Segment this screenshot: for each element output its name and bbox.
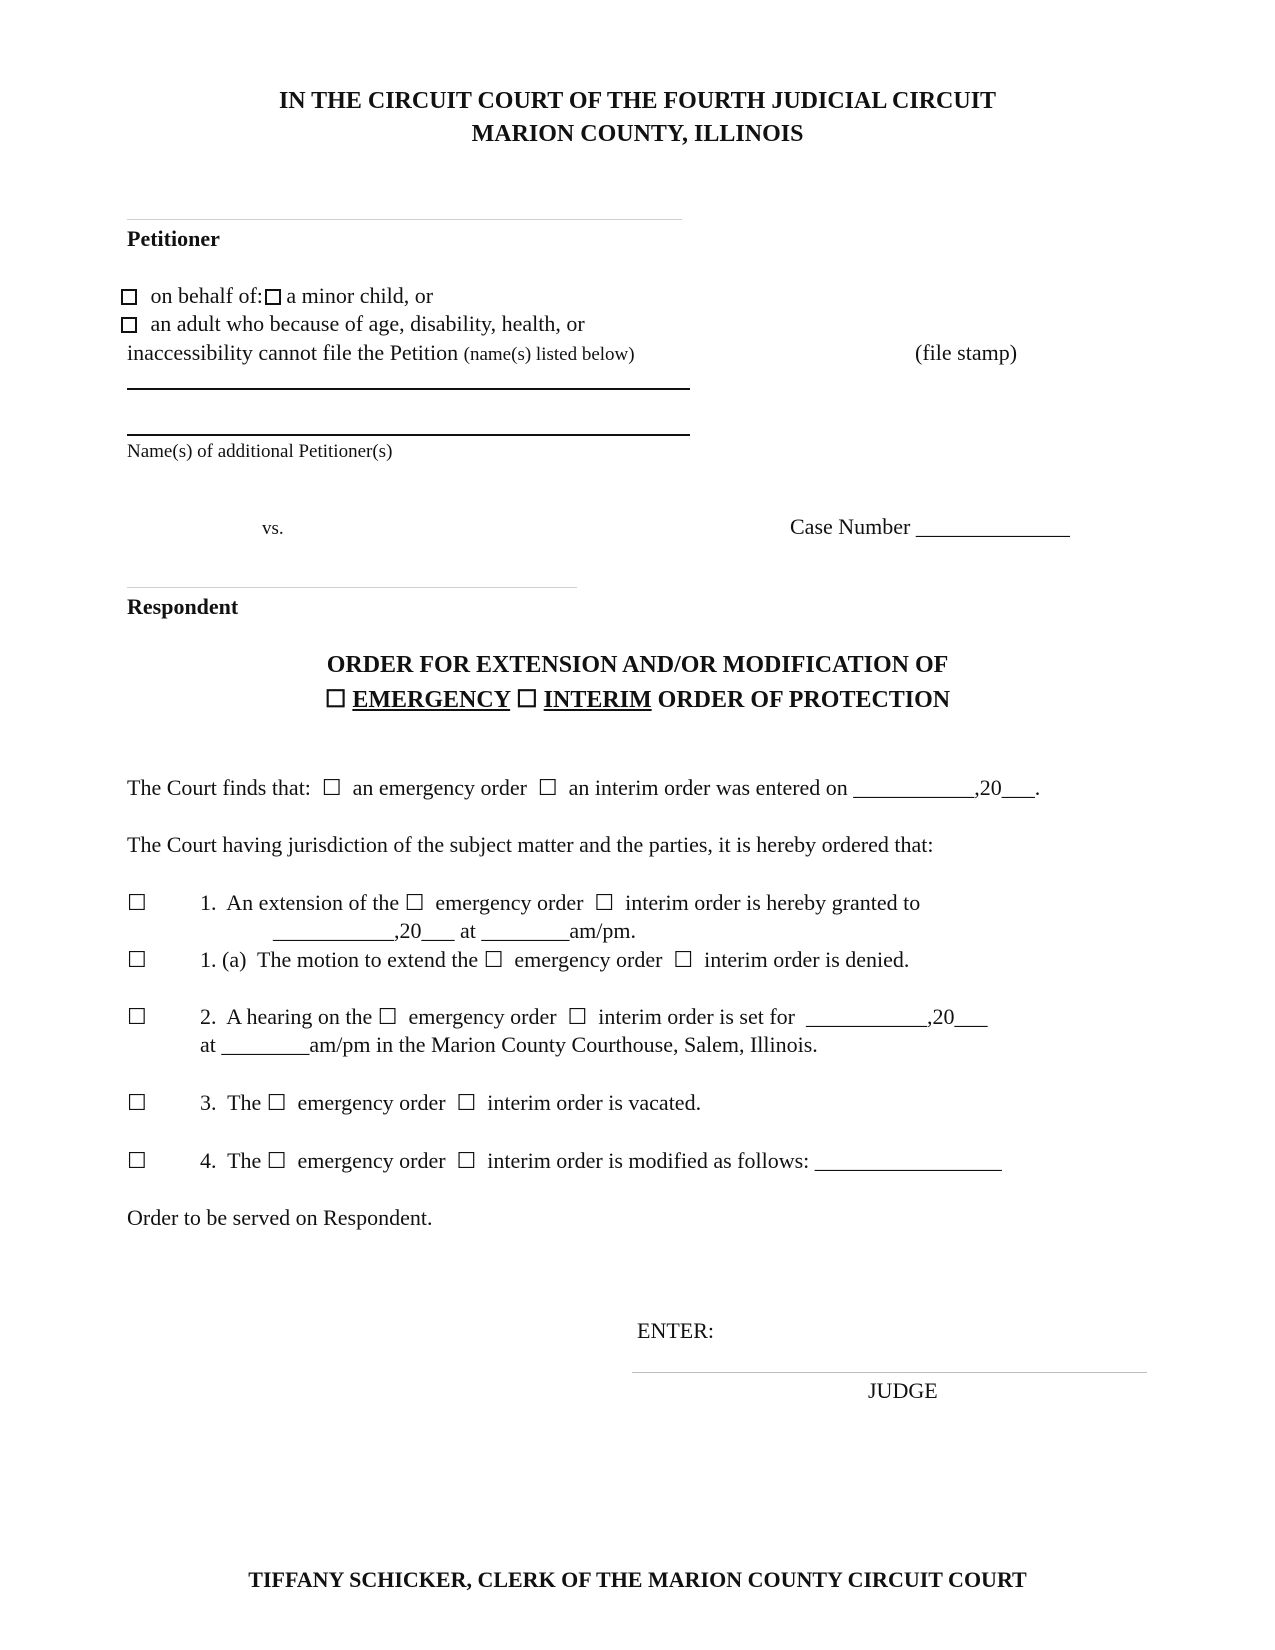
- adult-checkbox[interactable]: [121, 317, 137, 333]
- petitioner-label: Petitioner: [127, 226, 220, 251]
- title-interim: INTERIM: [543, 687, 652, 713]
- title-rest: ORDER OF PROTECTION: [657, 687, 951, 713]
- behalf-text: on behalf of:: [150, 283, 263, 308]
- petitioner-name-line-2[interactable]: [127, 434, 690, 436]
- respondent-rule: [127, 587, 577, 588]
- order-title-line1: ORDER FOR EXTENSION AND/OR MODIFICATION OF: [326, 652, 949, 678]
- inaccess-text: inaccessibility cannot file the Petition: [127, 340, 459, 365]
- behalf-checkbox[interactable]: [121, 289, 137, 305]
- item-3-text: 3. The ☐ emergency order ☐ interim order is vacated.: [200, 1090, 702, 1115]
- vs-text: vs.: [262, 518, 284, 539]
- item-2-line2: at ________am/pm in the Marion County Courthouse, Salem, Illinois.: [200, 1032, 818, 1057]
- inaccess-row: [127, 340, 635, 366]
- clerk-footer: TIFFANY SCHICKER, CLERK OF THE MARION COUNTY CIRCUIT COURT: [248, 1567, 1027, 1592]
- item-1-line2: ___________,20___ at ________am/pm.: [273, 918, 636, 943]
- names-listed-text: (name(s) listed below): [463, 344, 635, 365]
- case-number-label: Case Number: [790, 514, 911, 539]
- behalf-row: [121, 283, 433, 309]
- title-interim-checkbox[interactable]: ☐: [516, 687, 538, 713]
- additional-petitioners-label: Name(s) of additional Petitioner(s): [127, 441, 393, 462]
- court-title-line2: MARION COUNTY, ILLINOIS: [471, 121, 804, 147]
- jurisdiction-text: The Court having jurisdiction of the subject matter and the parties, it is hereby ordered that:: [127, 832, 934, 857]
- item-1a-text: 1. (a) The motion to extend the ☐ emergency order ☐ interim order is denied.: [200, 947, 910, 972]
- file-stamp: (file stamp): [915, 340, 1018, 365]
- judge-label: JUDGE: [868, 1378, 938, 1403]
- item-4-checkbox[interactable]: ☐: [127, 1148, 147, 1173]
- judge-signature-line[interactable]: [632, 1372, 1147, 1373]
- item-4-text: 4. The ☐ emergency order ☐ interim order is modified as follows: _________________: [200, 1148, 1002, 1173]
- title-emergency: EMERGENCY: [352, 687, 511, 713]
- order-title-line2: [0, 685, 1275, 714]
- adult-row: [121, 311, 585, 337]
- respondent-label: Respondent: [127, 594, 239, 619]
- item-2-checkbox[interactable]: ☐: [127, 1004, 147, 1029]
- enter-label: ENTER:: [637, 1318, 714, 1343]
- case-number-blank[interactable]: ______________: [915, 514, 1070, 539]
- served-text: Order to be served on Respondent.: [127, 1205, 433, 1230]
- petitioner-name-line-1[interactable]: [127, 388, 690, 390]
- adult-text: an adult who because of age, disability, health, or: [150, 311, 585, 336]
- petitioner-rule: [127, 219, 682, 220]
- title-emergency-checkbox[interactable]: ☐: [324, 687, 347, 713]
- item-1a-checkbox[interactable]: ☐: [127, 947, 147, 972]
- case-number: [790, 514, 1070, 540]
- minor-child-text: a minor child, or: [286, 283, 434, 308]
- item-2-line1: 2. A hearing on the ☐ emergency order ☐ interim order is set for ___________,20___: [200, 1004, 988, 1029]
- item-3-checkbox[interactable]: ☐: [127, 1090, 147, 1115]
- court-title-line1: IN THE CIRCUIT COURT OF THE FOURTH JUDICIAL CIRCUIT: [278, 88, 997, 114]
- minor-child-checkbox[interactable]: [265, 289, 281, 305]
- item-1-line1: 1. An extension of the ☐ emergency order ☐ interim order is hereby granted to: [200, 890, 921, 915]
- item-1-checkbox[interactable]: ☐: [127, 890, 147, 915]
- court-findings: The Court finds that: ☐ an emergency order ☐ an interim order was entered on ___________,20___.: [127, 775, 1041, 800]
